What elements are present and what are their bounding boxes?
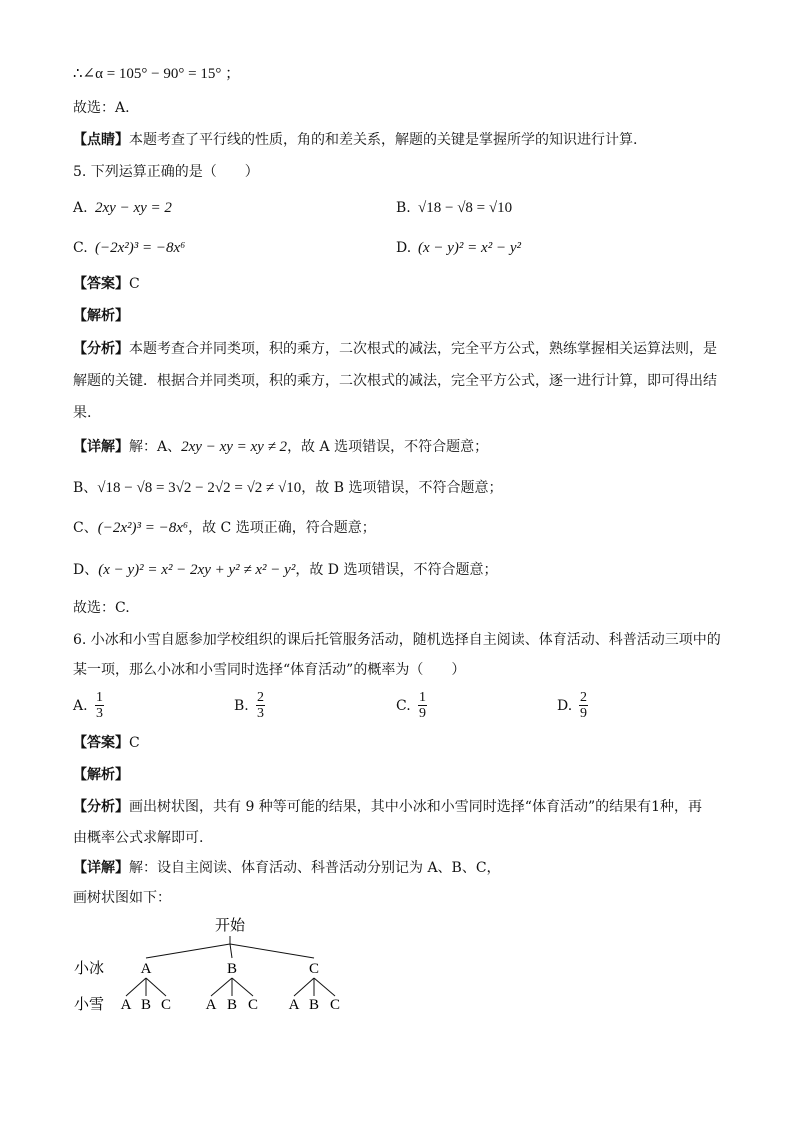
tree-level2-node: C xyxy=(160,997,172,1013)
q5-option-c: C. (−2x²)³ = −8x⁶ xyxy=(73,240,186,256)
q6-option-a: A. $\frac{1}{3}$ xyxy=(73,690,103,721)
comment-line xyxy=(73,130,637,150)
comment-tag: 【点睛】 xyxy=(73,132,129,148)
tree-level2-node: B xyxy=(140,997,152,1013)
tree-level2-node: A xyxy=(120,997,132,1013)
tree-level2-node: B xyxy=(308,997,320,1013)
q5-detail-a: 【详解】解：A、2xy − xy = xy ≠ 2，故 A 选项错误，不符合题意； xyxy=(73,439,489,455)
q6-detail-2: 画树状图如下： xyxy=(73,890,171,906)
q6-detail-1: 【详解】解：设自主阅读、体育活动、科普活动分别记为 A、B、C， xyxy=(73,860,501,876)
question-5-stem: 5. 下列运算正确的是（ ） xyxy=(73,164,259,180)
q5-answer: 【答案】C xyxy=(73,276,140,292)
question-6-stem-2: 某一项，那么小冰和小雪同时选择“体育活动”的概率为（ ） xyxy=(73,662,466,678)
tree-level2-node: A xyxy=(205,997,217,1013)
q6-analysis-2: 由概率公式求解即可. xyxy=(73,830,204,846)
q5-option-b: B. √18 − √8 = √10 xyxy=(396,200,513,216)
tree-level2-node: C xyxy=(247,997,259,1013)
conclusion-angle: ∴∠α = 105° − 90° = 15° ； xyxy=(73,66,241,82)
q6-analysis-tag: 【解析】 xyxy=(73,767,129,783)
q5-analysis-tag: 【解析】 xyxy=(73,308,129,324)
q6-analysis-1: 【分析】画出树状图，共有 9 种等可能的结果，其中小冰和小雪同时选择“体育活动”的结果有1种，再 xyxy=(73,799,703,815)
q5-analysis-3: 果. xyxy=(73,405,92,421)
tree-edge xyxy=(126,978,146,996)
tree-level2-node: B xyxy=(226,997,238,1013)
q5-detail-d: D、(x − y)² = x² − 2xy + y² ≠ x² − y²，故 D 选项错误，不符合题意； xyxy=(73,562,498,578)
tree-level1-node: B xyxy=(226,961,238,977)
q5-final-answer: 故选：C. xyxy=(73,600,130,616)
answer-choice-prev: 故选：A. xyxy=(73,100,130,116)
tree-root-edge-c xyxy=(230,944,314,958)
q5-option-a: A. 2xy − xy = 2 xyxy=(73,200,172,216)
question-6-stem-1: 6. 小冰和小雪自愿参加学校组织的课后托管服务活动，随机选择自主阅读、体育活动、科普活动三项中的 xyxy=(73,632,721,648)
tree-edge xyxy=(294,978,314,996)
q6-answer: 【答案】C xyxy=(73,735,140,751)
tree-root-edge-b xyxy=(230,944,232,958)
tree-row2-label: 小雪 xyxy=(74,997,105,1013)
tree-level1-node: A xyxy=(140,961,152,977)
tree-edge xyxy=(314,978,335,996)
tree-row1-label: 小冰 xyxy=(74,961,105,977)
q6-option-b: B. $\frac{2}{3}$ xyxy=(234,690,264,721)
tree-level2-node: A xyxy=(288,997,300,1013)
tree-edge xyxy=(146,978,166,996)
comment-text: 本题考查了平行线的性质，角的和差关系，解题的关键是掌握所学的知识进行计算. xyxy=(129,132,638,148)
q5-analysis-2: 解题的关键．根据合并同类项，积的乘方，二次根式的减法，完全平方公式，逐一进行计算，即可得出结 xyxy=(73,373,717,389)
q6-option-c: C. $\frac{1}{9}$ xyxy=(396,690,426,721)
q5-option-d: D. (x − y)² = x² − y² xyxy=(396,240,521,256)
q6-option-d: D. $\frac{2}{9}$ xyxy=(557,690,587,721)
q5-detail-b: B、√18 − √8 = 3√2 − 2√2 = √2 ≠ √10，故 B 选项错误，不符合题意； xyxy=(73,480,503,496)
tree-root-edge-a xyxy=(146,944,230,958)
tree-diagram xyxy=(60,910,360,1020)
tree-root-label: 开始 xyxy=(214,918,246,934)
tree-level1-node: C xyxy=(308,961,320,977)
tree-edge xyxy=(211,978,232,996)
q5-analysis-1: 【分析】本题考查合并同类项，积的乘方，二次根式的减法，完全平方公式，熟练掌握相关运算法则，是 xyxy=(73,341,717,357)
tree-level2-node: C xyxy=(329,997,341,1013)
tree-edge xyxy=(232,978,253,996)
q5-detail-c: C、(−2x²)³ = −8x⁶，故 C 选项正确，符合题意； xyxy=(73,520,376,536)
